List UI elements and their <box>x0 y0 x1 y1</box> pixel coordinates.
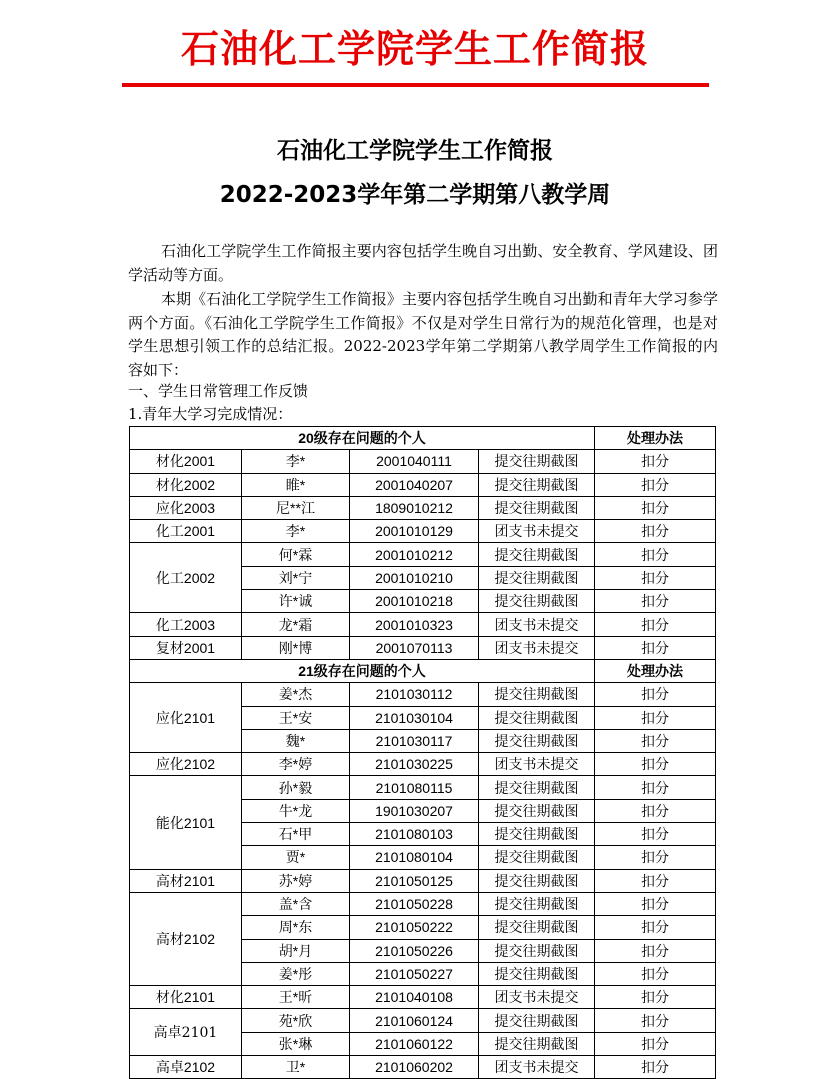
handling-cell: 扣分 <box>595 892 716 915</box>
student-name-cell: 王*昕 <box>242 986 350 1009</box>
issue-cell: 提交往期截图 <box>479 823 595 846</box>
group-header-row <box>130 427 716 450</box>
issue-cell: 团支书未提交 <box>479 520 595 543</box>
student-id-cell: 2101050226 <box>350 939 479 962</box>
student-name-cell: 姜*杰 <box>242 683 350 706</box>
issue-cell: 团支书未提交 <box>479 1056 595 1079</box>
student-id-cell: 2001010210 <box>350 566 479 589</box>
student-name-cell: 贾* <box>242 846 350 869</box>
issue-cell: 提交往期截图 <box>479 683 595 706</box>
handling-cell: 扣分 <box>595 869 716 892</box>
student-name-cell: 盖*含 <box>242 892 350 915</box>
student-name-cell: 许*诚 <box>242 590 350 613</box>
student-id-cell: 2101050125 <box>350 869 479 892</box>
table-row <box>130 892 716 915</box>
handling-cell: 扣分 <box>595 729 716 752</box>
student-name-cell: 尼**江 <box>242 496 350 519</box>
issue-cell: 提交往期截图 <box>479 869 595 892</box>
handling-cell: 扣分 <box>595 520 716 543</box>
class-name-cell: 高卓2102 <box>130 1056 242 1079</box>
student-name-cell: 周*东 <box>242 916 350 939</box>
table-row <box>130 683 716 706</box>
class-name-cell: 高材2102 <box>130 892 242 985</box>
student-name-cell: 牛*龙 <box>242 799 350 822</box>
handling-cell: 扣分 <box>595 566 716 589</box>
table-row <box>130 1056 716 1079</box>
student-id-cell: 2001010323 <box>350 613 479 636</box>
issue-cell: 提交往期截图 <box>479 496 595 519</box>
student-name-cell: 苑*欣 <box>242 1009 350 1032</box>
class-name-cell: 能化2101 <box>130 776 242 869</box>
student-id-cell: 2101080115 <box>350 776 479 799</box>
group-header: 21级存在问题的个人 <box>130 659 595 682</box>
issue-cell: 提交往期截图 <box>479 729 595 752</box>
issue-cell: 提交往期截图 <box>479 1009 595 1032</box>
handling-cell: 扣分 <box>595 613 716 636</box>
handling-cell: 扣分 <box>595 823 716 846</box>
class-name-cell: 化工2002 <box>130 543 242 613</box>
subsection-heading: 1.青年大学习完成情况： <box>128 405 293 423</box>
student-id-cell: 2001010212 <box>350 543 479 566</box>
class-name-cell: 复材2001 <box>130 636 242 659</box>
student-id-cell: 2001040207 <box>350 473 479 496</box>
issue-cell: 提交往期截图 <box>479 1032 595 1055</box>
student-id-cell: 2101080103 <box>350 823 479 846</box>
table-row <box>130 869 716 892</box>
student-id-cell: 2101060122 <box>350 1032 479 1055</box>
student-id-cell: 2101030117 <box>350 729 479 752</box>
student-id-cell: 2101060202 <box>350 1056 479 1079</box>
student-name-cell: 石*甲 <box>242 823 350 846</box>
table-row <box>130 986 716 1009</box>
issue-cell: 提交往期截图 <box>479 962 595 985</box>
document-title: 石油化工学院学生工作简报 <box>277 138 553 164</box>
handling-cell: 扣分 <box>595 939 716 962</box>
handling-cell: 扣分 <box>595 846 716 869</box>
student-id-cell: 2101050228 <box>350 892 479 915</box>
student-id-cell: 2101030104 <box>350 706 479 729</box>
intro-paragraph: 石油化工学院学生工作简报主要内容包括学生晚自习出勤、安全教育、学风建设、团学活动等方面。 <box>128 242 718 284</box>
class-name-cell: 材化2101 <box>130 986 242 1009</box>
handling-header: 处理办法 <box>595 427 716 450</box>
issue-cell: 提交往期截图 <box>479 892 595 915</box>
handling-cell: 扣分 <box>595 473 716 496</box>
masthead-title: 石油化工学院学生工作简报 <box>180 27 649 71</box>
issue-cell: 提交往期截图 <box>479 706 595 729</box>
class-name-cell: 应化2101 <box>130 683 242 753</box>
handling-cell: 扣分 <box>595 590 716 613</box>
document-subtitle: 2022-2023学年第二学期第八教学周 <box>219 182 611 208</box>
class-name-cell: 应化2102 <box>130 753 242 776</box>
class-name-cell: 高卓2101 <box>130 1009 242 1056</box>
student-name-cell: 李*婷 <box>242 753 350 776</box>
issue-cell: 提交往期截图 <box>479 799 595 822</box>
class-name-cell: 材化2002 <box>130 473 242 496</box>
table-row <box>130 1009 716 1032</box>
handling-cell: 扣分 <box>595 799 716 822</box>
class-name-cell: 高材2101 <box>130 869 242 892</box>
handling-cell: 扣分 <box>595 450 716 473</box>
student-name-cell: 李* <box>242 520 350 543</box>
issue-cell: 提交往期截图 <box>479 916 595 939</box>
handling-cell: 扣分 <box>595 962 716 985</box>
issue-cell: 团支书未提交 <box>479 986 595 1009</box>
handling-cell: 扣分 <box>595 543 716 566</box>
issue-cell: 提交往期截图 <box>479 450 595 473</box>
student-id-cell: 2101040108 <box>350 986 479 1009</box>
issue-cell: 提交往期截图 <box>479 939 595 962</box>
table-row <box>130 543 716 566</box>
youth-study-table <box>129 426 716 1079</box>
class-name-cell: 化工2003 <box>130 613 242 636</box>
student-id-cell: 2101030225 <box>350 753 479 776</box>
student-id-cell: 1901030207 <box>350 799 479 822</box>
table-row <box>130 753 716 776</box>
student-id-cell: 1809010212 <box>350 496 479 519</box>
handling-cell: 扣分 <box>595 986 716 1009</box>
student-id-cell: 2001040111 <box>350 450 479 473</box>
issue-cell: 提交往期截图 <box>479 473 595 496</box>
handling-cell: 扣分 <box>595 1009 716 1032</box>
student-name-cell: 睢* <box>242 473 350 496</box>
student-id-cell: 2101050222 <box>350 916 479 939</box>
issue-cell: 提交往期截图 <box>479 566 595 589</box>
handling-cell: 扣分 <box>595 683 716 706</box>
issue-cell: 提交往期截图 <box>479 846 595 869</box>
handling-cell: 扣分 <box>595 1056 716 1079</box>
student-id-cell: 2101030112 <box>350 683 479 706</box>
table-row <box>130 776 716 799</box>
masthead-divider <box>122 83 709 87</box>
student-name-cell: 何*霖 <box>242 543 350 566</box>
student-name-cell: 李* <box>242 450 350 473</box>
group-header: 20级存在问题的个人 <box>130 427 595 450</box>
table-row <box>130 473 716 496</box>
student-name-cell: 苏*婷 <box>242 869 350 892</box>
student-id-cell: 2101060124 <box>350 1009 479 1032</box>
student-name-cell: 胡*月 <box>242 939 350 962</box>
group-header-row <box>130 659 716 682</box>
student-name-cell: 刘*宁 <box>242 566 350 589</box>
issue-cell: 提交往期截图 <box>479 776 595 799</box>
table-row <box>130 636 716 659</box>
table-row <box>130 613 716 636</box>
student-id-cell: 2101050227 <box>350 962 479 985</box>
table-row <box>130 496 716 519</box>
student-id-cell: 2001010129 <box>350 520 479 543</box>
handling-cell: 扣分 <box>595 753 716 776</box>
issue-cell: 团支书未提交 <box>479 753 595 776</box>
issue-cell: 团支书未提交 <box>479 613 595 636</box>
student-id-cell: 2101080104 <box>350 846 479 869</box>
table-row <box>130 520 716 543</box>
section-heading: 一、学生日常管理工作反馈 <box>128 382 309 400</box>
handling-header: 处理办法 <box>595 659 716 682</box>
student-name-cell: 张*琳 <box>242 1032 350 1055</box>
issue-cell: 提交往期截图 <box>479 543 595 566</box>
handling-cell: 扣分 <box>595 636 716 659</box>
student-name-cell: 王*安 <box>242 706 350 729</box>
handling-cell: 扣分 <box>595 1032 716 1055</box>
summary-paragraph: 本期《石油化工学院学生工作简报》主要内容包括学生晚自习出勤和青年大学习参学两个方面。《石油化工学院学生工作简报》不仅是对学生日常行为的规范化管理，也是对学生思想引领工作的总结汇报。2022-2023学年第二学期第八教学周学生工作简报的内容如下： <box>128 290 718 379</box>
handling-cell: 扣分 <box>595 496 716 519</box>
handling-cell: 扣分 <box>595 776 716 799</box>
class-name-cell: 应化2003 <box>130 496 242 519</box>
table-body <box>130 427 716 1079</box>
student-name-cell: 刚*博 <box>242 636 350 659</box>
student-name-cell: 龙*霜 <box>242 613 350 636</box>
issue-cell: 提交往期截图 <box>479 590 595 613</box>
student-name-cell: 魏* <box>242 729 350 752</box>
student-name-cell: 姜*彤 <box>242 962 350 985</box>
student-name-cell: 卫* <box>242 1056 350 1079</box>
handling-cell: 扣分 <box>595 916 716 939</box>
student-id-cell: 2001010218 <box>350 590 479 613</box>
issue-cell: 团支书未提交 <box>479 636 595 659</box>
class-name-cell: 材化2001 <box>130 450 242 473</box>
student-name-cell: 孙*毅 <box>242 776 350 799</box>
table-row <box>130 450 716 473</box>
student-id-cell: 2001070113 <box>350 636 479 659</box>
class-name-cell: 化工2001 <box>130 520 242 543</box>
handling-cell: 扣分 <box>595 706 716 729</box>
